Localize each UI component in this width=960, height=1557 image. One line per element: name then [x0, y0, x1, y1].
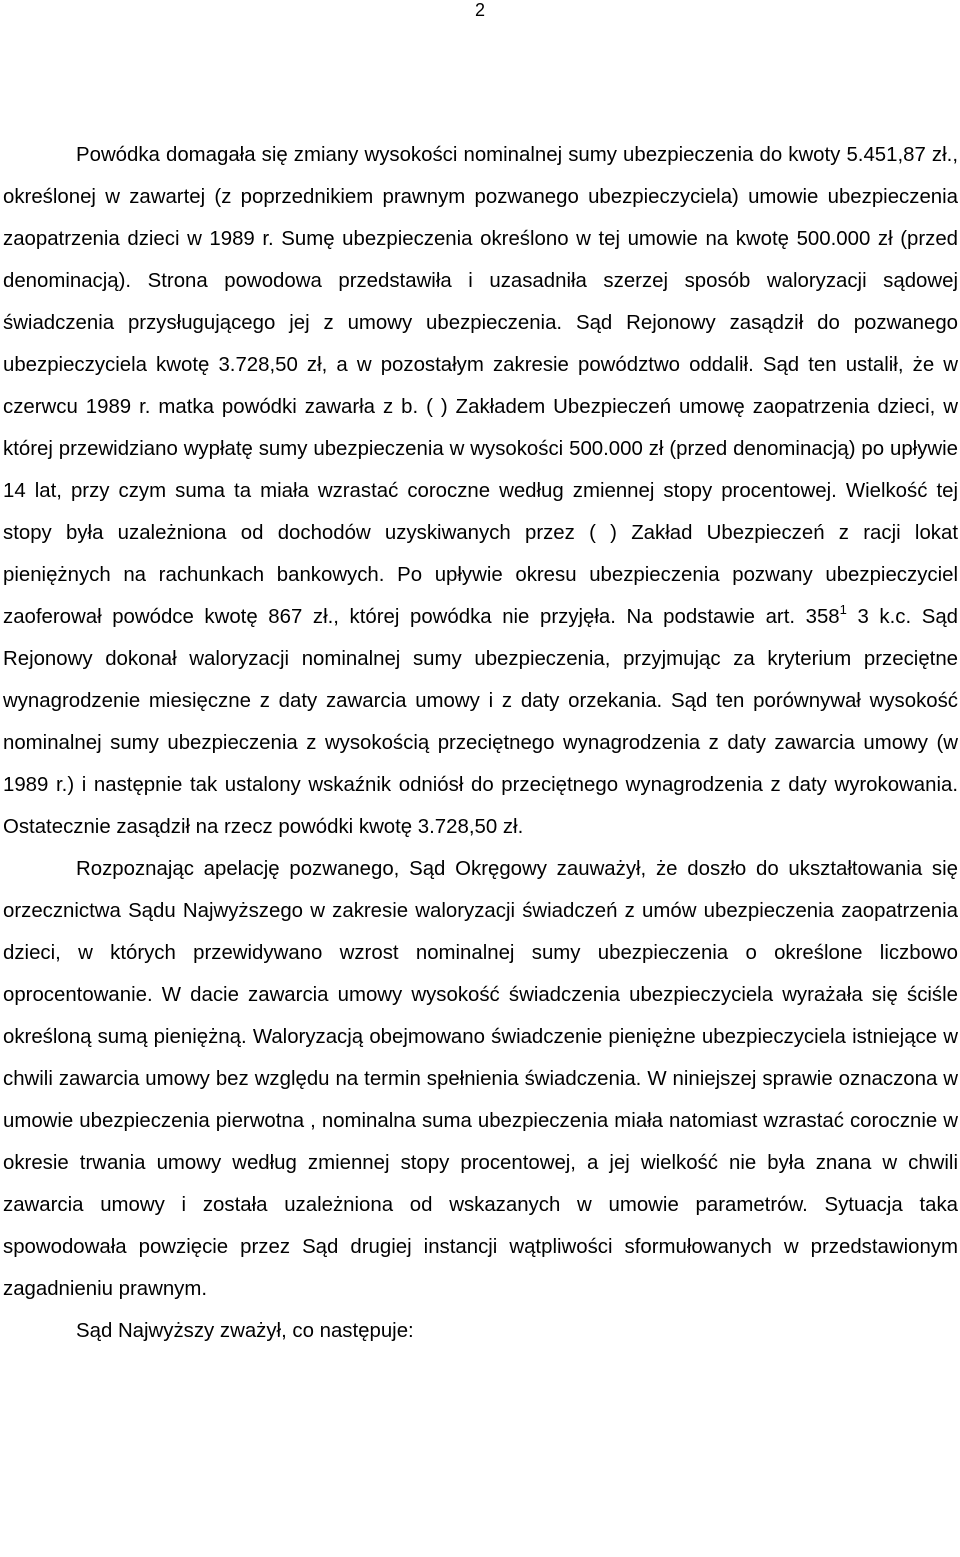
paragraph-1-text-continued: 3 k.c. Sąd Rejonowy dokonał waloryzacji nominalnej sumy ubezpieczenia, przyjmując za kryterium przeciętne wynagrodzenie miesięczne z daty zawarcia umowy i z daty orzekania. Sąd ten porównywał wysokość nominalnej sumy ubezpieczenia z wysokością przeciętnego wynagrodzenia z daty zawarcia umowy (w 1989 r.) i następnie tak ustalony wskaźnik odniósł do przeciętnego wynagrodzenia z daty wyrokowania. Ostatecznie zasądził na rzecz powódki kwotę 3.728,50 zł.: [3, 606, 959, 838]
paragraph-2: Rozpoznając apelację pozwanego, Sąd Okręgowy zauważył, że doszło do ukształtowania się orzecznictwa Sądu Najwyższego w zakresie waloryzacji świadczeń z umów ubezpieczenia zaopatrzenia dzieci, w których przewidywano wzrost nominalnej sumy ubezpieczenia o określone liczbowo oprocentowanie. W dacie zawarcia umowy wysokość świadczenia ubezpieczyciela wyrażała się ściśle określoną sumą pieniężną. Waloryzacją obejmowano świadczenie pieniężne ubezpieczyciela istniejące w chwili zawarcia umowy bez względu na termin spełnienia świadczenia. W niniejszej sprawie oznaczona w umowie ubezpieczenia pierwotna , nominalna suma ubezpieczenia miała natomiast wzrastać corocznie w okresie trwania umowy według zmiennej stopy procentowej, a jej wielkość nie była znana w chwili zawarcia umowy i została uzależniona od wskazanych w umowie parametrów. Sytuacja taka spowodowała powzięcie przez Sąd drugiej instancji wątpliwości sformułowanych w przedstawionym zagadnieniu prawnym.: [3, 858, 958, 1300]
page-number: 2: [474, 0, 485, 20]
document-body: [3, 134, 958, 1352]
paragraph-3: Sąd Najwyższy zważył, co następuje:: [76, 1320, 414, 1342]
paragraph-1: [3, 134, 958, 848]
paragraph-1-text: Powódka domagała się zmiany wysokości nominalnej sumy ubezpieczenia do kwoty 5.451,87 zł., określonej w zawartej (z poprzednikiem prawnym pozwanego ubezpieczyciela) umowie ubezpieczenia zaopatrzenia dzieci w 1989 r. Sumę ubezpieczenia określono w tej umowie na kwotę 500.000 zł (przed denominacją). Strona powodowa przedstawiła i uzasadniła szerzej sposób waloryzacji sądowej świadczenia przysługującego jej z umowy ubezpieczenia. Sąd Rejonowy zasądził do pozwanego ubezpieczyciela kwotę 3.728,50 zł, a w pozostałym zakresie powództwo oddalił. Sąd ten ustalił, że w czerwcu 1989 r. matka powódki zawarła z b. ( ) Zakładem Ubezpieczeń umowę zaopatrzenia dzieci, w której przewidziano wypłatę sumy ubezpieczenia w wysokości 500.000 zł (przed denominacją) po upływie 14 lat, przy czym suma ta miała wzrastać coroczne według zmiennej stopy procentowej. Wielkość tej stopy była uzależniona od dochodów uzyskiwanych przez ( ) Zakład Ubezpieczeń z racji lokat pieniężnych na rachunkach bankowych. Po upływie okresu ubezpieczenia pozwany ubezpieczyciel zaoferował powódce kwotę 867 zł., której powódka nie przyjęła. Na podstawie art. 358: [3, 144, 958, 628]
article-superscript: 1: [839, 602, 847, 617]
